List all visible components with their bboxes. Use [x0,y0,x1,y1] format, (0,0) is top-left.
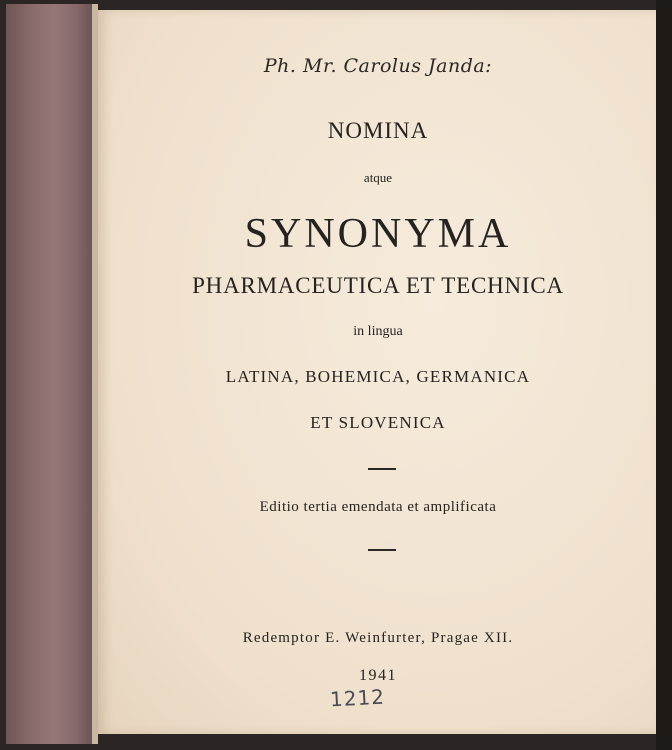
title-page-text [98,10,658,734]
edition-statement: Editio tertia emendata et amplificata [259,499,497,515]
main-title: SYNONYMA [244,211,512,257]
handwritten-shelf-mark: 1212 [329,684,386,712]
title-connector: atque [363,170,393,185]
languages-line-1: LATINA, BOHEMICA, GERMANICA [225,367,531,386]
title-line-nomina: NOMINA [327,118,429,143]
in-lingua-text: in lingua [353,324,403,339]
divider-rule-bottom [368,549,396,551]
page-edge-shadow [656,0,672,750]
publication-year: 1941 [359,667,397,684]
book-spine [6,4,96,744]
author-line: Ph. Mr. Carolus Janda: [263,55,493,77]
publisher-line: Redemptor E. Weinfurter, Pragae XII. [242,630,514,646]
languages-line-2: ET SLOVENICA [310,413,446,432]
subtitle: PHARMACEUTICA ET TECHNICA [192,273,564,298]
divider-rule-top [368,468,396,470]
